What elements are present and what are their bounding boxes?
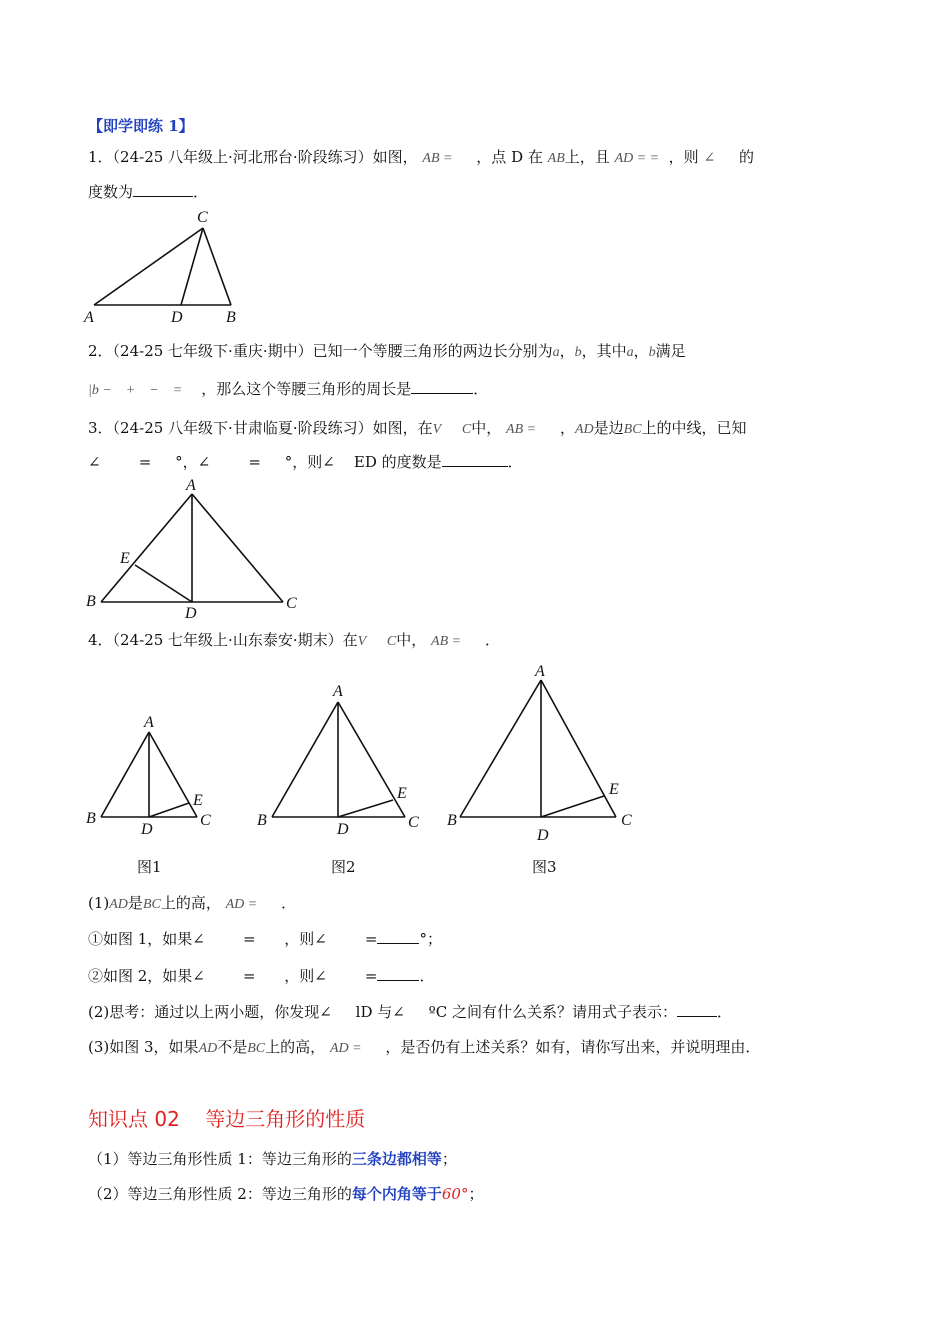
q1-math-1: AB = <box>422 151 453 166</box>
fig1-segment-de <box>149 803 189 817</box>
q3-text-1: 中， <box>471 419 502 437</box>
exercise-heading: 【即学即练 1】 <box>88 117 194 135</box>
fig1-side-ab <box>101 732 149 817</box>
fig1-label-d: D <box>141 821 153 838</box>
q1-line2: 度数为 ． <box>88 183 209 201</box>
fig1-caption: 图1 <box>137 858 162 876</box>
q4-sub2-blank[interactable] <box>377 966 419 981</box>
q1-text-2: 上，且 <box>564 148 610 166</box>
fig1-label-a: A <box>144 714 154 731</box>
q4-part3-math-3: AD = <box>329 1041 362 1056</box>
q4-part1-text-2: 上的高， <box>160 894 221 912</box>
q3-math-2: AB = <box>506 422 537 437</box>
fig2-side-ac <box>338 702 405 817</box>
q3-number: 3． <box>88 419 113 437</box>
q4-sub1-end: °； <box>419 930 442 948</box>
q3-text-4: 上的中线，已知 <box>641 419 747 437</box>
q1-math-2: AB <box>547 151 565 166</box>
fig3-segment-de <box>541 796 604 817</box>
property-2 <box>88 1184 483 1204</box>
q2-math-3: a <box>626 345 634 360</box>
property-2-value: 60° <box>441 1185 469 1203</box>
fig2-label-e: E <box>397 785 407 802</box>
q4-source: （24-25 七年级上·山东泰安·期末）在 <box>112 631 358 649</box>
property-1-end: ； <box>441 1150 457 1168</box>
fig3-label-a: A <box>535 663 545 680</box>
q4-part1-text-3: ． <box>281 894 297 912</box>
q3-math-1: V C <box>432 422 472 437</box>
fig1-label-c: C <box>200 812 211 829</box>
q4-sub1-text: ①如图 1，如果∠ = ，则∠ = <box>88 930 378 948</box>
property-2-emphasis: 每个内角等于 <box>351 1185 442 1203</box>
q4-part3-math-1: AD <box>198 1041 218 1056</box>
q2-text-3: ， <box>633 342 649 360</box>
fig2-label-d: D <box>337 821 349 838</box>
q1-text-1: ，点 D 在 <box>476 148 543 166</box>
fig3-label-b: B <box>447 812 457 829</box>
q4-part3 <box>88 1037 760 1059</box>
q4-text-2: ． <box>484 631 500 649</box>
q1-source: （24-25 八年级上·河北邢台·阶段练习）如图， <box>112 148 418 166</box>
fig3-caption: 图3 <box>532 858 557 876</box>
fig3-side-ab <box>460 680 541 817</box>
q4-sub1-blank[interactable] <box>377 929 419 944</box>
q3-math-3: AD <box>574 422 594 437</box>
q3-label-b: B <box>86 593 96 610</box>
q3-math-4: BC <box>623 422 642 437</box>
q2-number: 2． <box>88 342 113 360</box>
q1-label-c: C <box>197 209 208 226</box>
fig3-label-d: D <box>537 827 549 844</box>
fig2-segment-de <box>338 800 393 817</box>
q4-part3-math-2: BC <box>247 1041 266 1056</box>
q2-expression: |b − + − = <box>88 383 183 398</box>
q4-math-1: V C <box>357 634 397 649</box>
property-2-end: ； <box>468 1185 484 1203</box>
q4-part1-math-3: AD = <box>225 897 258 912</box>
q3-text-3: 是边 <box>593 419 624 437</box>
q4-sub1 <box>88 929 442 949</box>
q2-math-4: b <box>648 345 656 360</box>
q2-text-2: ，其中 <box>581 342 627 360</box>
fig1-label-e: E <box>193 792 203 809</box>
q4-part3-text-b: 不是 <box>217 1038 248 1056</box>
q4-figure-1 <box>86 714 211 838</box>
property-2-text: （2）等边三角形性质 2：等边三角形的 <box>88 1185 352 1203</box>
q3-label-c: C <box>286 595 297 612</box>
q4-part2-end: ． <box>716 1003 732 1021</box>
fig3-label-e: E <box>609 781 619 798</box>
q4-math-2: AB = <box>431 634 462 649</box>
q1-math-3: AD = = <box>614 151 660 166</box>
q2-math-2: b <box>574 345 582 360</box>
q2-line2-text: ，那么这个等腰三角形的周长是 <box>201 380 412 398</box>
q1-text-4: 的 <box>739 148 755 166</box>
fig1-side-ac <box>149 732 197 817</box>
q1-label-b: B <box>226 309 236 326</box>
q3-text-2: ， <box>559 419 575 437</box>
fig2-side-ab <box>272 702 338 817</box>
q1-number: 1． <box>88 148 113 166</box>
q4-sub2 <box>88 966 435 986</box>
q1-math-4: ∠ <box>703 151 716 166</box>
q4-part2 <box>88 1002 732 1022</box>
property-1 <box>88 1149 457 1169</box>
q4-part2-text: (2)思考：通过以上两小题，你发现∠ lD 与∠ ºC 之间有什么关系？请用式子表示： <box>88 1003 677 1021</box>
q3-line2-text: ∠ = °，∠ = °，则∠ ED 的度数是 <box>88 453 442 471</box>
q1-label-a: A <box>84 309 94 326</box>
q2-text-4: 满足 <box>655 342 686 360</box>
q4-part3-text-d: ，是否仍有上述关系？如有，请你写出来，并说明理由． <box>385 1038 761 1056</box>
fig3-label-c: C <box>621 812 632 829</box>
q4-part1-text-1: 是 <box>127 894 143 912</box>
q2-math-1: a <box>552 345 560 360</box>
q4-text-1: 中， <box>396 631 427 649</box>
q3-label-d: D <box>185 605 197 622</box>
q4-part1 <box>88 893 296 915</box>
property-1-text: （1）等边三角形性质 1：等边三角形的 <box>88 1150 352 1168</box>
q4-sub2-end: ． <box>419 967 435 985</box>
q3-source: （24-25 八年级下·甘肃临夏·阶段练习）如图，在 <box>112 419 433 437</box>
q4-part3-text-a: (3)如图 3，如果 <box>88 1038 199 1056</box>
q4-sub2-text: ②如图 2，如果∠ = ，则∠ = <box>88 967 378 985</box>
fig1-label-b: B <box>86 810 96 827</box>
q4-part1-math-2: BC <box>142 897 161 912</box>
section-title: 知识点 02 等边三角形的性质 <box>88 1107 366 1131</box>
q4-number: 4． <box>88 631 113 649</box>
q4-part2-blank[interactable] <box>677 1002 717 1017</box>
q4-part1-math-1: AD <box>109 897 128 912</box>
fig2-label-b: B <box>257 812 267 829</box>
q3-label-e: E <box>120 550 130 567</box>
q3-line2: ∠ = °，∠ = °，则∠ ED 的度数是 ． <box>88 453 523 471</box>
q4-part3-text-c: 上的高， <box>265 1038 326 1056</box>
q2-source: （24-25 七年级下·重庆·期中）已知一个等腰三角形的两边长分别为 <box>112 342 553 360</box>
q2-text-1: ， <box>559 342 575 360</box>
fig2-label-c: C <box>408 814 419 831</box>
fig2-caption: 图2 <box>331 858 356 876</box>
q1-text-3: ，则 <box>668 148 699 166</box>
property-1-emphasis: 三条边都相等 <box>351 1150 442 1168</box>
q4-figure-2 <box>257 683 419 838</box>
fig2-label-a: A <box>333 683 343 700</box>
q4-part1-label: (1) <box>88 894 110 912</box>
q4-figure-3 <box>447 663 632 844</box>
fig3-side-ac <box>541 680 616 817</box>
q3-label-a: A <box>186 477 196 494</box>
q2-line2: |b − + − = ，那么这个等腰三角形的周长是 ． <box>88 380 489 398</box>
q1-label-d: D <box>171 309 183 326</box>
q1-line2-text: 度数为 <box>88 183 134 201</box>
